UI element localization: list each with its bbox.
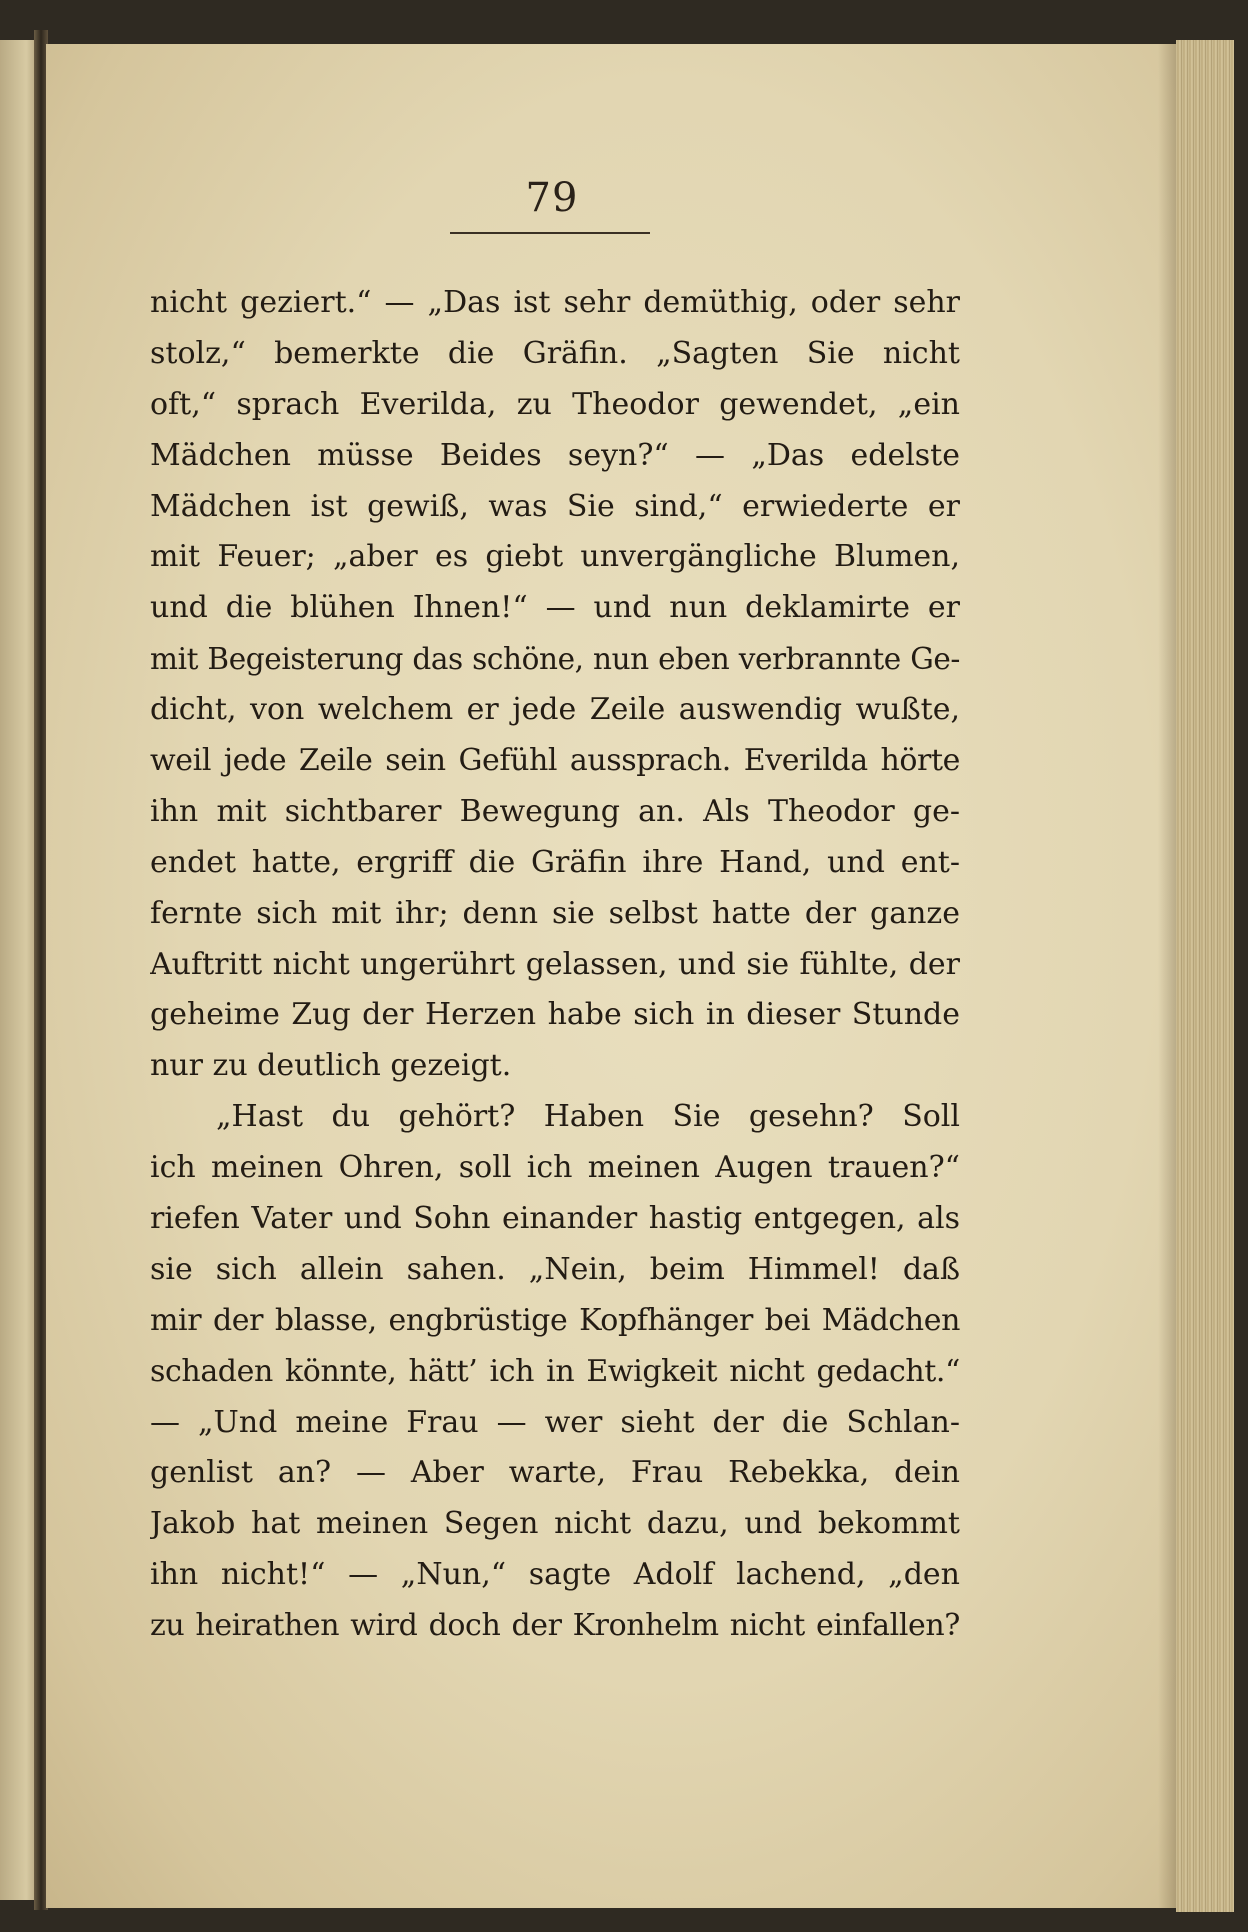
text-line: fernte sich mit ihr; denn sie selbst hatte der ganze xyxy=(150,895,960,931)
text-line: oft,“ sprach Everilda, zu Theodor gewendet, „ein xyxy=(150,386,960,422)
text-line: mir der blasse, engbrüstige Kopfhänger bei Mädchen xyxy=(150,1302,960,1338)
text-line: nur zu deutlich gezeigt. xyxy=(150,1048,512,1084)
text-line: Auftritt nicht ungerührt gelassen, und sie fühlte, der xyxy=(150,946,960,982)
text-line: ich meinen Ohren, soll ich meinen Augen trauen?“ xyxy=(150,1150,960,1186)
text-line: riefen Vater und Sohn einander hastig entgegen, als xyxy=(150,1201,960,1237)
text-line: ihn nicht!“ — „Nun,“ sagte Adolf lachend, „den xyxy=(150,1557,960,1593)
text-line: Mädchen müsse Beides seyn?“ — „Das edelste xyxy=(150,437,960,473)
text-line: mit Feuer; „aber es giebt unvergängliche Blumen, xyxy=(150,539,960,575)
paragraph-1 xyxy=(150,278,960,1092)
text-block xyxy=(150,278,960,1652)
text-line: geheime Zug der Herzen habe sich in dieser Stunde xyxy=(150,997,960,1033)
text-line: stolz,“ bemerkte die Gräfin. „Sagten Sie nicht xyxy=(150,335,960,371)
text-line: Mädchen ist gewiß, was Sie sind,“ erwiederte er xyxy=(150,488,960,524)
text-line: sie sich allein sahen. „Nein, beim Himmel! daß xyxy=(150,1251,960,1287)
text-line: zu heirathen wird doch der Kronhelm nicht einfallen? xyxy=(150,1608,960,1644)
text-line: mit Begeisterung das schöne, nun eben verbrannte Ge- xyxy=(150,642,960,677)
text-line: Jakob hat meinen Segen nicht dazu, und bekommt xyxy=(150,1506,960,1542)
text-line: und die blühen Ihnen!“ — und nun deklamirte er xyxy=(150,590,960,626)
text-line: dicht, von welchem er jede Zeile auswendig wußte, xyxy=(150,692,960,728)
page-number: 79 xyxy=(525,175,579,221)
text-line: „Hast du gehört? Haben Sie gesehn? Soll xyxy=(216,1099,960,1135)
text-line: weil jede Zeile sein Gefühl aussprach. Everilda hörte xyxy=(150,743,960,779)
text-line: endet hatte, ergriff die Gräfin ihre Hand, und ent- xyxy=(150,844,960,880)
page-block-edge xyxy=(1176,40,1234,1912)
header-rule xyxy=(450,232,650,234)
text-line: — „Und meine Frau — wer sieht der die Schlan- xyxy=(150,1404,960,1440)
paragraph-2 xyxy=(150,1092,960,1652)
text-line: nicht geziert.“ — „Das ist sehr demüthig, oder sehr xyxy=(150,285,960,320)
text-line: schaden könnte, hätt’ ich in Ewigkeit nicht gedacht.“ xyxy=(150,1353,960,1389)
text-line: ihn mit sichtbarer Bewegung an. Als Theodor ge- xyxy=(150,793,960,829)
text-line: genlist an? — Aber warte, Frau Rebekka, dein xyxy=(150,1455,960,1491)
